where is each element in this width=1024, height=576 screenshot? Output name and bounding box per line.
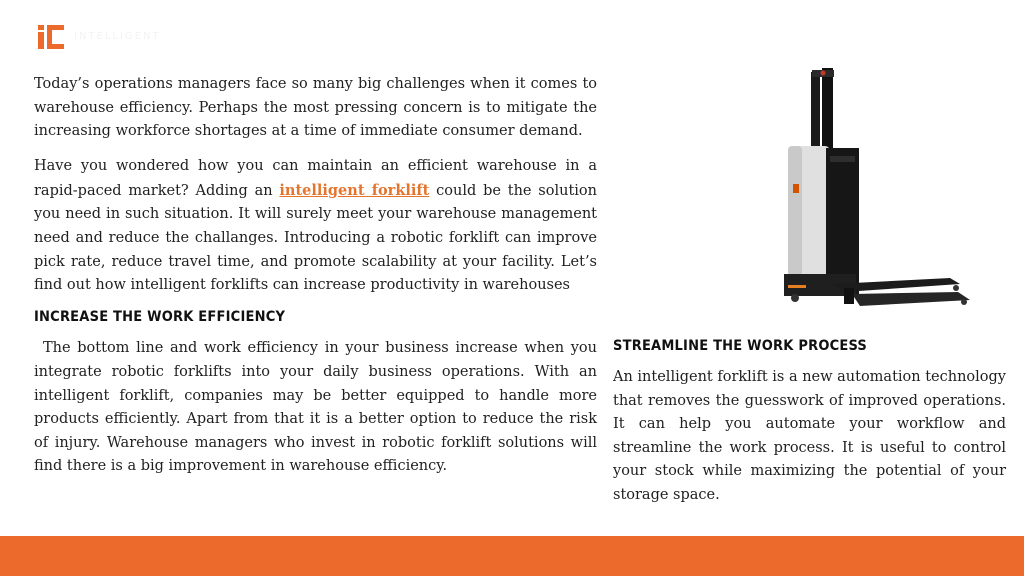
- brand-wordmark: INTELLIGENT: [74, 31, 161, 42]
- paragraph-text: Have you wondered how you can maintain an efficient warehouse in a rapid-paced market? Adding an: [34, 158, 597, 199]
- intro-paragraph: Today’s operations managers face so many big challenges when it comes to warehouse efficiency. Perhaps the most pressing concern is to mitigate the increasing workforce shortages at a time of immediate consumer demand.: [34, 76, 597, 140]
- brand-logo: [38, 25, 64, 49]
- streamline-heading: STREAMLINE THE WORK PROCESS: [613, 338, 868, 354]
- efficiency-paragraph: The bottom line and work efficiency in your business increase when you integrate robotic forklifts into your daily business operations. With an intelligent forklift, companies may be better equipped to handle more products efficiently. Apart from that it is a better option to reduce the risk of injury. Warehouse managers who invest in robotic forklift solutions will find there is a big improvement in warehouse efficiency.: [34, 340, 597, 475]
- paragraph-text: could be the solution you need in such situation. It will surely meet your warehouse management need and reduce the challanges. Introducing a robotic forklift can improve pick rate, reduce travel time, and promote scalability at your facility. Let’s find out how intelligent forklifts can increase productivity in warehouses: [34, 182, 597, 294]
- forklift-paragraph: [34, 155, 597, 298]
- footer-bar: [0, 536, 1024, 576]
- streamline-paragraph: An intelligent forklift is a new automation technology that removes the guesswork of improved operations. It can help you automate your workflow and streamline the work process. It is useful to control your stock while maximizing the potential of your storage space.: [613, 369, 1006, 503]
- left-column: [34, 73, 597, 490]
- right-column: [613, 338, 1006, 519]
- increase-efficiency-heading: INCREASE THE WORK EFFICIENCY: [34, 309, 286, 326]
- intelligent-forklift-link[interactable]: intelligent forklift: [279, 181, 430, 199]
- forklift-illustration: [760, 66, 975, 321]
